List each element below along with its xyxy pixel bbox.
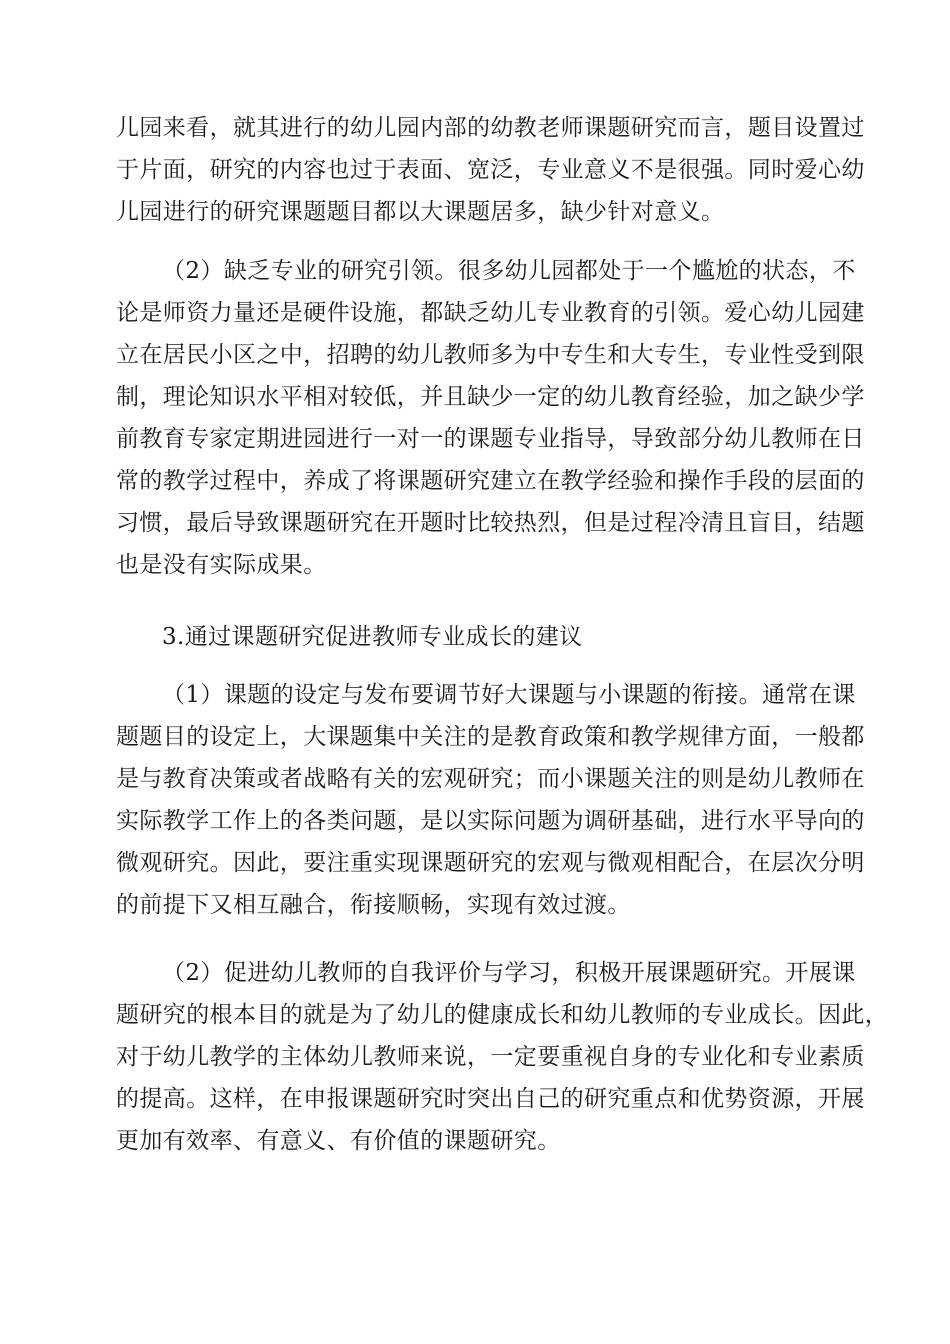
text-line: 更加有效率、有意义、有价值的课题研究。	[116, 1128, 561, 1154]
text-line: 论是师资力量还是硬件设施，都缺乏幼儿专业教育的引领。爱心幼儿园建	[116, 300, 865, 326]
text-line: （1）课题的设定与发布要调节好大课题与小课题的衔接。通常在课	[162, 682, 856, 708]
text-line: 前教育专家定期进园进行一对一的课题专业指导，导致部分幼儿教师在日	[116, 426, 865, 452]
paragraph-continued	[116, 107, 865, 233]
paragraph-suggestion-2	[116, 952, 889, 1162]
text-line: 儿园来看，就其进行的幼儿园内部的幼教老师课题研究而言，题目设置过	[116, 115, 865, 141]
text-line: 制，理论知识水平相对较低，并且缺少一定的幼儿教育经验，加之缺少学	[116, 384, 865, 410]
text-line: 习惯，最后导致课题研究在开题时比较热烈，但是过程冷清且盲目，结题	[116, 510, 865, 536]
text-line: 也是没有实际成果。	[116, 552, 327, 578]
text-line: 于片面，研究的内容也过于表面、宽泛，专业意义不是很强。同时爱心幼	[116, 157, 865, 183]
paragraph-suggestion-1	[116, 674, 865, 926]
text-line: 题研究的根本目的就是为了幼儿的健康成长和幼儿教师的专业成长。因此，	[116, 1002, 889, 1028]
text-line: 常的教学过程中，养成了将课题研究建立在教学经验和操作手段的层面的	[116, 468, 865, 494]
text-line: 的前提下又相互融合，衔接顺畅，实现有效过渡。	[116, 892, 631, 918]
text-line: 儿园进行的研究课题题目都以大课题居多，缺少针对意义。	[116, 199, 725, 225]
text-line: 立在居民小区之中，招聘的幼儿教师多为中专生和大专生，专业性受到限	[116, 342, 865, 368]
text-line: 微观研究。因此，要注重实现课题研究的宏观与微观相配合，在层次分明	[116, 850, 865, 876]
text-line: 实际教学工作上的各类问题，是以实际问题为调研基础，进行水平导向的	[116, 808, 865, 834]
text-line: 题题目的设定上，大课题集中关注的是教育政策和教学规律方面，一般都	[116, 724, 865, 750]
section-heading	[116, 616, 838, 658]
heading-text: 3.通过课题研究促进教师专业成长的建议	[162, 624, 583, 650]
text-line: 的提高。这样，在申报课题研究时突出自己的研究重点和优势资源，开展	[116, 1086, 865, 1112]
text-line: 对于幼儿教学的主体幼儿教师来说，一定要重视自身的专业化和专业素质	[116, 1044, 865, 1070]
text-line: （2）缺乏专业的研究引领。很多幼儿园都处于一个尴尬的状态，不	[162, 258, 856, 284]
paragraph-lack-guidance	[116, 250, 865, 586]
text-line: 是与教育决策或者战略有关的宏观研究；而小课题关注的则是幼儿教师在	[116, 766, 865, 792]
text-line: （2）促进幼儿教师的自我评价与学习，积极开展课题研究。开展课	[162, 960, 856, 986]
